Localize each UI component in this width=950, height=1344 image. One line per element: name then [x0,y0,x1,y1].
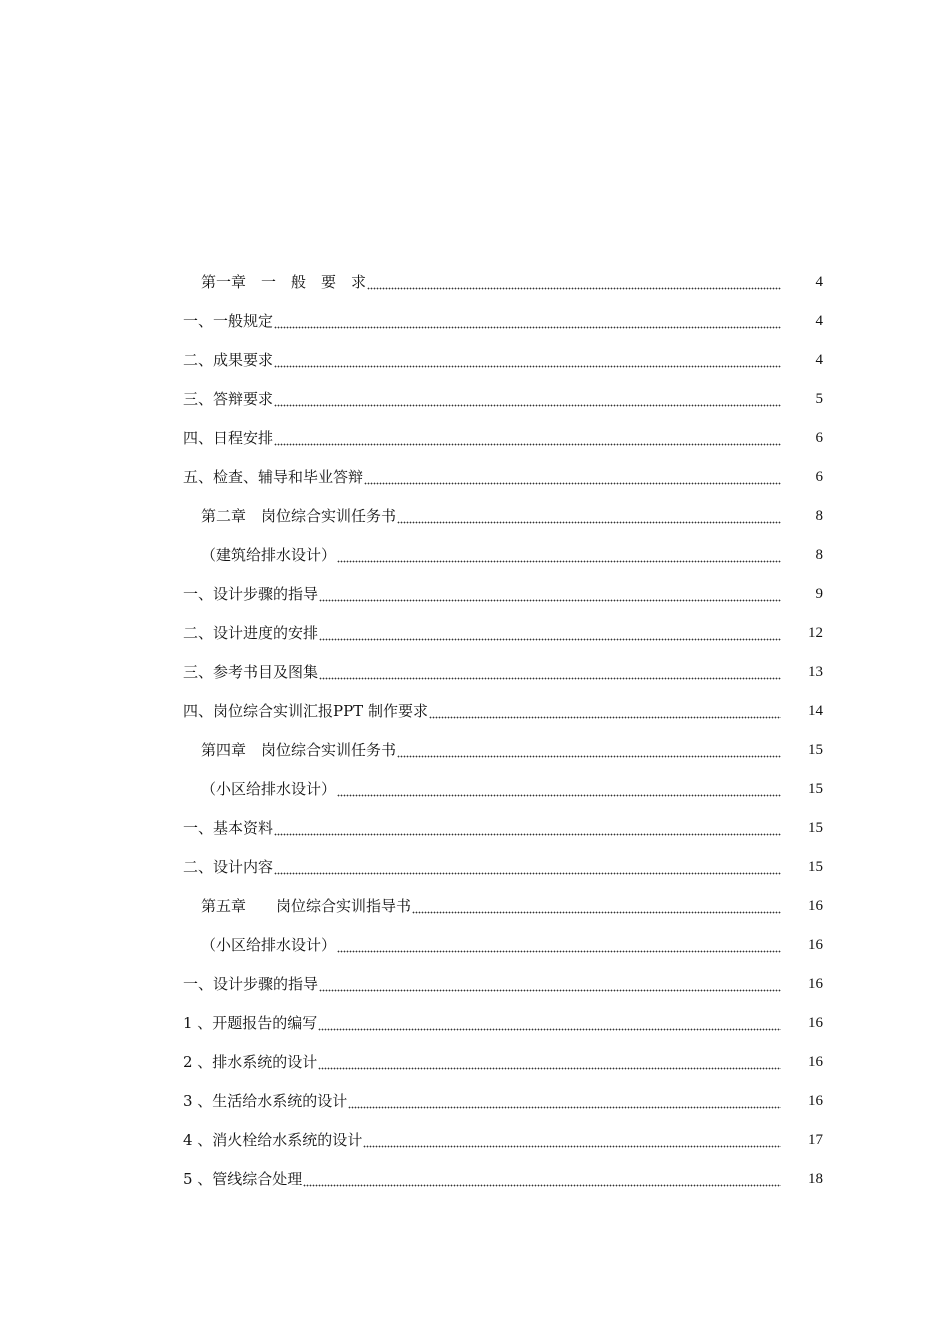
toc-entry[interactable] [183,848,823,887]
toc-entry[interactable] [183,653,823,692]
toc-entry[interactable] [183,1121,823,1160]
toc-entry-title: 4 、消火栓给水系统的设计 [183,1131,363,1149]
toc-entry-title: 二、设计内容 [183,858,274,876]
toc-entry-page: 16 [808,1093,823,1109]
toc-entry[interactable] [183,1043,823,1082]
toc-entry-title: 2 、排水系统的设计 [183,1053,318,1071]
toc-dot-leader [274,824,781,836]
toc-entry[interactable] [183,380,823,419]
toc-entry[interactable] [183,926,823,965]
toc-entry-page: 6 [815,469,823,485]
toc-entry-title: 一、设计步骤的指导 [183,585,319,603]
toc-entry[interactable] [183,614,823,653]
toc-dot-leader [364,473,781,485]
toc-entry-title: 三、参考书目及图集 [183,663,319,681]
toc-dot-leader [319,668,781,680]
toc-entry-title: 二、成果要求 [183,351,274,369]
toc-entry-title: 1 、开题报告的编写 [183,1014,318,1032]
toc-entry-title: （小区给排水设计） [201,936,337,954]
toc-entry-title: 一、设计步骤的指导 [183,975,319,993]
toc-entry-page: 16 [808,976,823,992]
toc-entry-title: 四、岗位综合实训汇报PPT 制作要求 [183,702,428,720]
toc-entry[interactable] [183,536,823,575]
toc-entry-title: 二、设计进度的安排 [183,624,319,642]
toc-entry[interactable] [183,770,823,809]
toc-dot-leader [318,1019,781,1031]
toc-entry-page: 5 [815,391,823,407]
toc-entry-title: （小区给排水设计） [201,780,337,798]
toc-entry-page: 14 [808,703,823,719]
toc-dot-leader [319,590,781,602]
toc-dot-leader [274,434,781,446]
toc-entry-page: 12 [808,625,823,641]
toc-dot-leader [337,941,781,953]
table-of-contents [183,263,823,1199]
toc-entry-title: 5 、管线综合处理 [183,1170,303,1188]
toc-entry-title: 3 、生活给水系统的设计 [183,1092,348,1110]
toc-dot-leader [397,512,781,524]
toc-entry[interactable] [183,809,823,848]
toc-dot-leader [397,746,781,758]
toc-dot-leader [319,629,781,641]
toc-dot-leader [274,356,781,368]
toc-entry[interactable] [183,965,823,1004]
toc-entry[interactable] [183,341,823,380]
toc-entry[interactable] [183,458,823,497]
toc-entry[interactable] [183,731,823,770]
toc-entry[interactable] [183,887,823,926]
toc-entry[interactable] [183,692,823,731]
toc-entry-page: 18 [808,1171,823,1187]
toc-dot-leader [274,317,781,329]
toc-entry-title: 四、日程安排 [183,429,274,447]
toc-dot-leader [363,1136,781,1148]
toc-entry-page: 9 [815,586,823,602]
toc-dot-leader [274,863,781,875]
toc-entry[interactable] [183,1082,823,1121]
toc-dot-leader [274,395,781,407]
toc-entry-title: 一、一般规定 [183,312,274,330]
toc-entry-page: 16 [808,937,823,953]
toc-dot-leader [319,980,781,992]
toc-dot-leader [303,1175,781,1187]
toc-entry-page: 15 [808,859,823,875]
toc-entry-page: 16 [808,1054,823,1070]
toc-entry-title: 第二章 岗位综合实训任务书 [201,507,397,525]
toc-dot-leader [318,1058,781,1070]
toc-entry-page: 8 [815,508,823,524]
toc-entry[interactable] [183,497,823,536]
toc-entry-page: 6 [815,430,823,446]
toc-dot-leader [367,278,781,290]
toc-entry-title: 第五章 岗位综合实训指导书 [201,897,412,915]
toc-entry-title: 一、基本资料 [183,819,274,837]
toc-dot-leader [337,551,781,563]
toc-entry-title: 第一章 一 般 要 求 [201,273,367,291]
toc-entry[interactable] [183,263,823,302]
toc-entry[interactable] [183,575,823,614]
toc-entry-page: 4 [815,274,823,290]
toc-dot-leader [412,902,781,914]
toc-entry[interactable] [183,1004,823,1043]
toc-entry-page: 13 [808,664,823,680]
toc-entry-page: 4 [815,352,823,368]
toc-entry-page: 15 [808,742,823,758]
toc-entry-page: 4 [815,313,823,329]
toc-dot-leader [337,785,781,797]
toc-entry[interactable] [183,419,823,458]
toc-entry[interactable] [183,1160,823,1199]
toc-entry-page: 15 [808,781,823,797]
toc-entry-page: 17 [808,1132,823,1148]
toc-entry-page: 8 [815,547,823,563]
toc-entry-page: 15 [808,820,823,836]
toc-entry-title: 第四章 岗位综合实训任务书 [201,741,397,759]
toc-entry[interactable] [183,302,823,341]
toc-dot-leader [348,1097,781,1109]
toc-dot-leader [429,707,781,719]
toc-entry-title: 五、检查、辅导和毕业答辩 [183,468,364,486]
toc-entry-title: （建筑给排水设计） [201,546,337,564]
toc-entry-page: 16 [808,1015,823,1031]
toc-entry-page: 16 [808,898,823,914]
toc-entry-title: 三、答辩要求 [183,390,274,408]
